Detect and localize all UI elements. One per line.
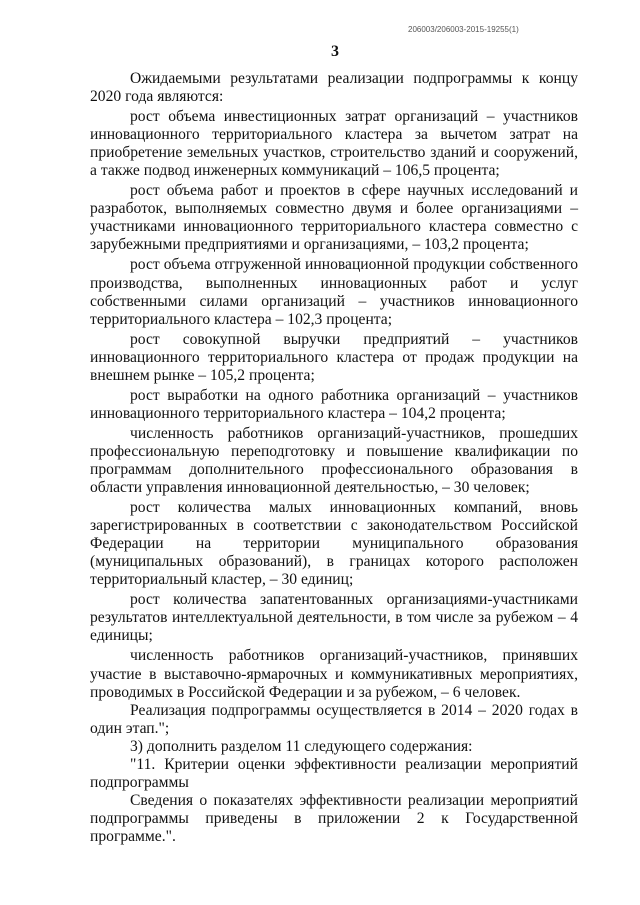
document-body xyxy=(90,70,578,846)
paragraph-research-growth: рост объема работ и проектов в сфере научных исследований и разработок, выполняемых совместно двумя и более организациями – участниками инновационного территориального кластера совместно с зарубежными предприятиями и организациями, – 103,2 процента; xyxy=(90,182,578,254)
document-id: 206003/206003-2015-19255(1) xyxy=(408,25,519,34)
page-number: 3 xyxy=(331,43,339,60)
paragraph-implementation-period: Реализация подпрограммы осуществляется в 2014 – 2020 годах в один этап."; xyxy=(90,701,578,737)
paragraph-shipped-products-growth: рост объема отгруженной инновационной продукции собственного производства, выполненных инновационных работ и услуг собственными силами организаций – участников инновационного территориального кластера – 102,3 процента; xyxy=(90,256,578,328)
paragraph-exhibition-participants: численность работников организаций-участников, принявших участие в выставочно-ярмарочных и коммуникативных мероприятиях, проводимых в Российской Федерации и за рубежом, – 6 человек. xyxy=(90,647,578,701)
paragraph-amendment-item-3: 3) дополнить разделом 11 следующего содержания: xyxy=(130,737,473,755)
paragraph-small-companies-growth: рост количества малых инновационных компаний, вновь зарегистрированных в соответствии с законодательством Российской Федерации на территории муниципального образования (муниципальных образований), в границах которого расположен территориальный кластер, – 30 единиц; xyxy=(90,499,578,589)
paragraph-patented-results: рост количества запатентованных организациями-участниками результатов интеллектуальной деятельности, в том числе за рубежом – 4 единицы; xyxy=(90,591,578,645)
paragraph-investment-growth: рост объема инвестиционных затрат организаций – участников инновационного территориального кластера за вычетом затрат на приобретение земельных участков, строительство зданий и сооружений, а также подвод инженерных коммуникаций – 106,5 процента; xyxy=(90,108,578,180)
paragraph-efficiency-indicators: Сведения о показателях эффективности реализации мероприятий подпрограммы приведены в приложении 2 к Государственной программе.". xyxy=(90,791,578,845)
paragraph-revenue-growth: рост совокупной выручки предприятий – участников инновационного территориального кластера от продаж продукции на внешнем рынке – 105,2 процента; xyxy=(90,330,578,384)
paragraph-productivity-growth: рост выработки на одного работника организаций – участников инновационного территориального кластера – 104,2 процента; xyxy=(90,386,578,422)
paragraph-expected-results-intro: Ожидаемыми результатами реализации подпрограммы к концу 2020 года являются: xyxy=(90,70,578,106)
section-11-heading: "11. Критерии оценки эффективности реализации мероприятий подпрограммы xyxy=(90,755,578,791)
paragraph-trained-employees: численность работников организаций-участников, прошедших профессиональную переподготовку и повышение квалификации по программам дополнительного профессионального образования в области управления инновационной деятельностью, – 30 человек; xyxy=(90,424,578,497)
